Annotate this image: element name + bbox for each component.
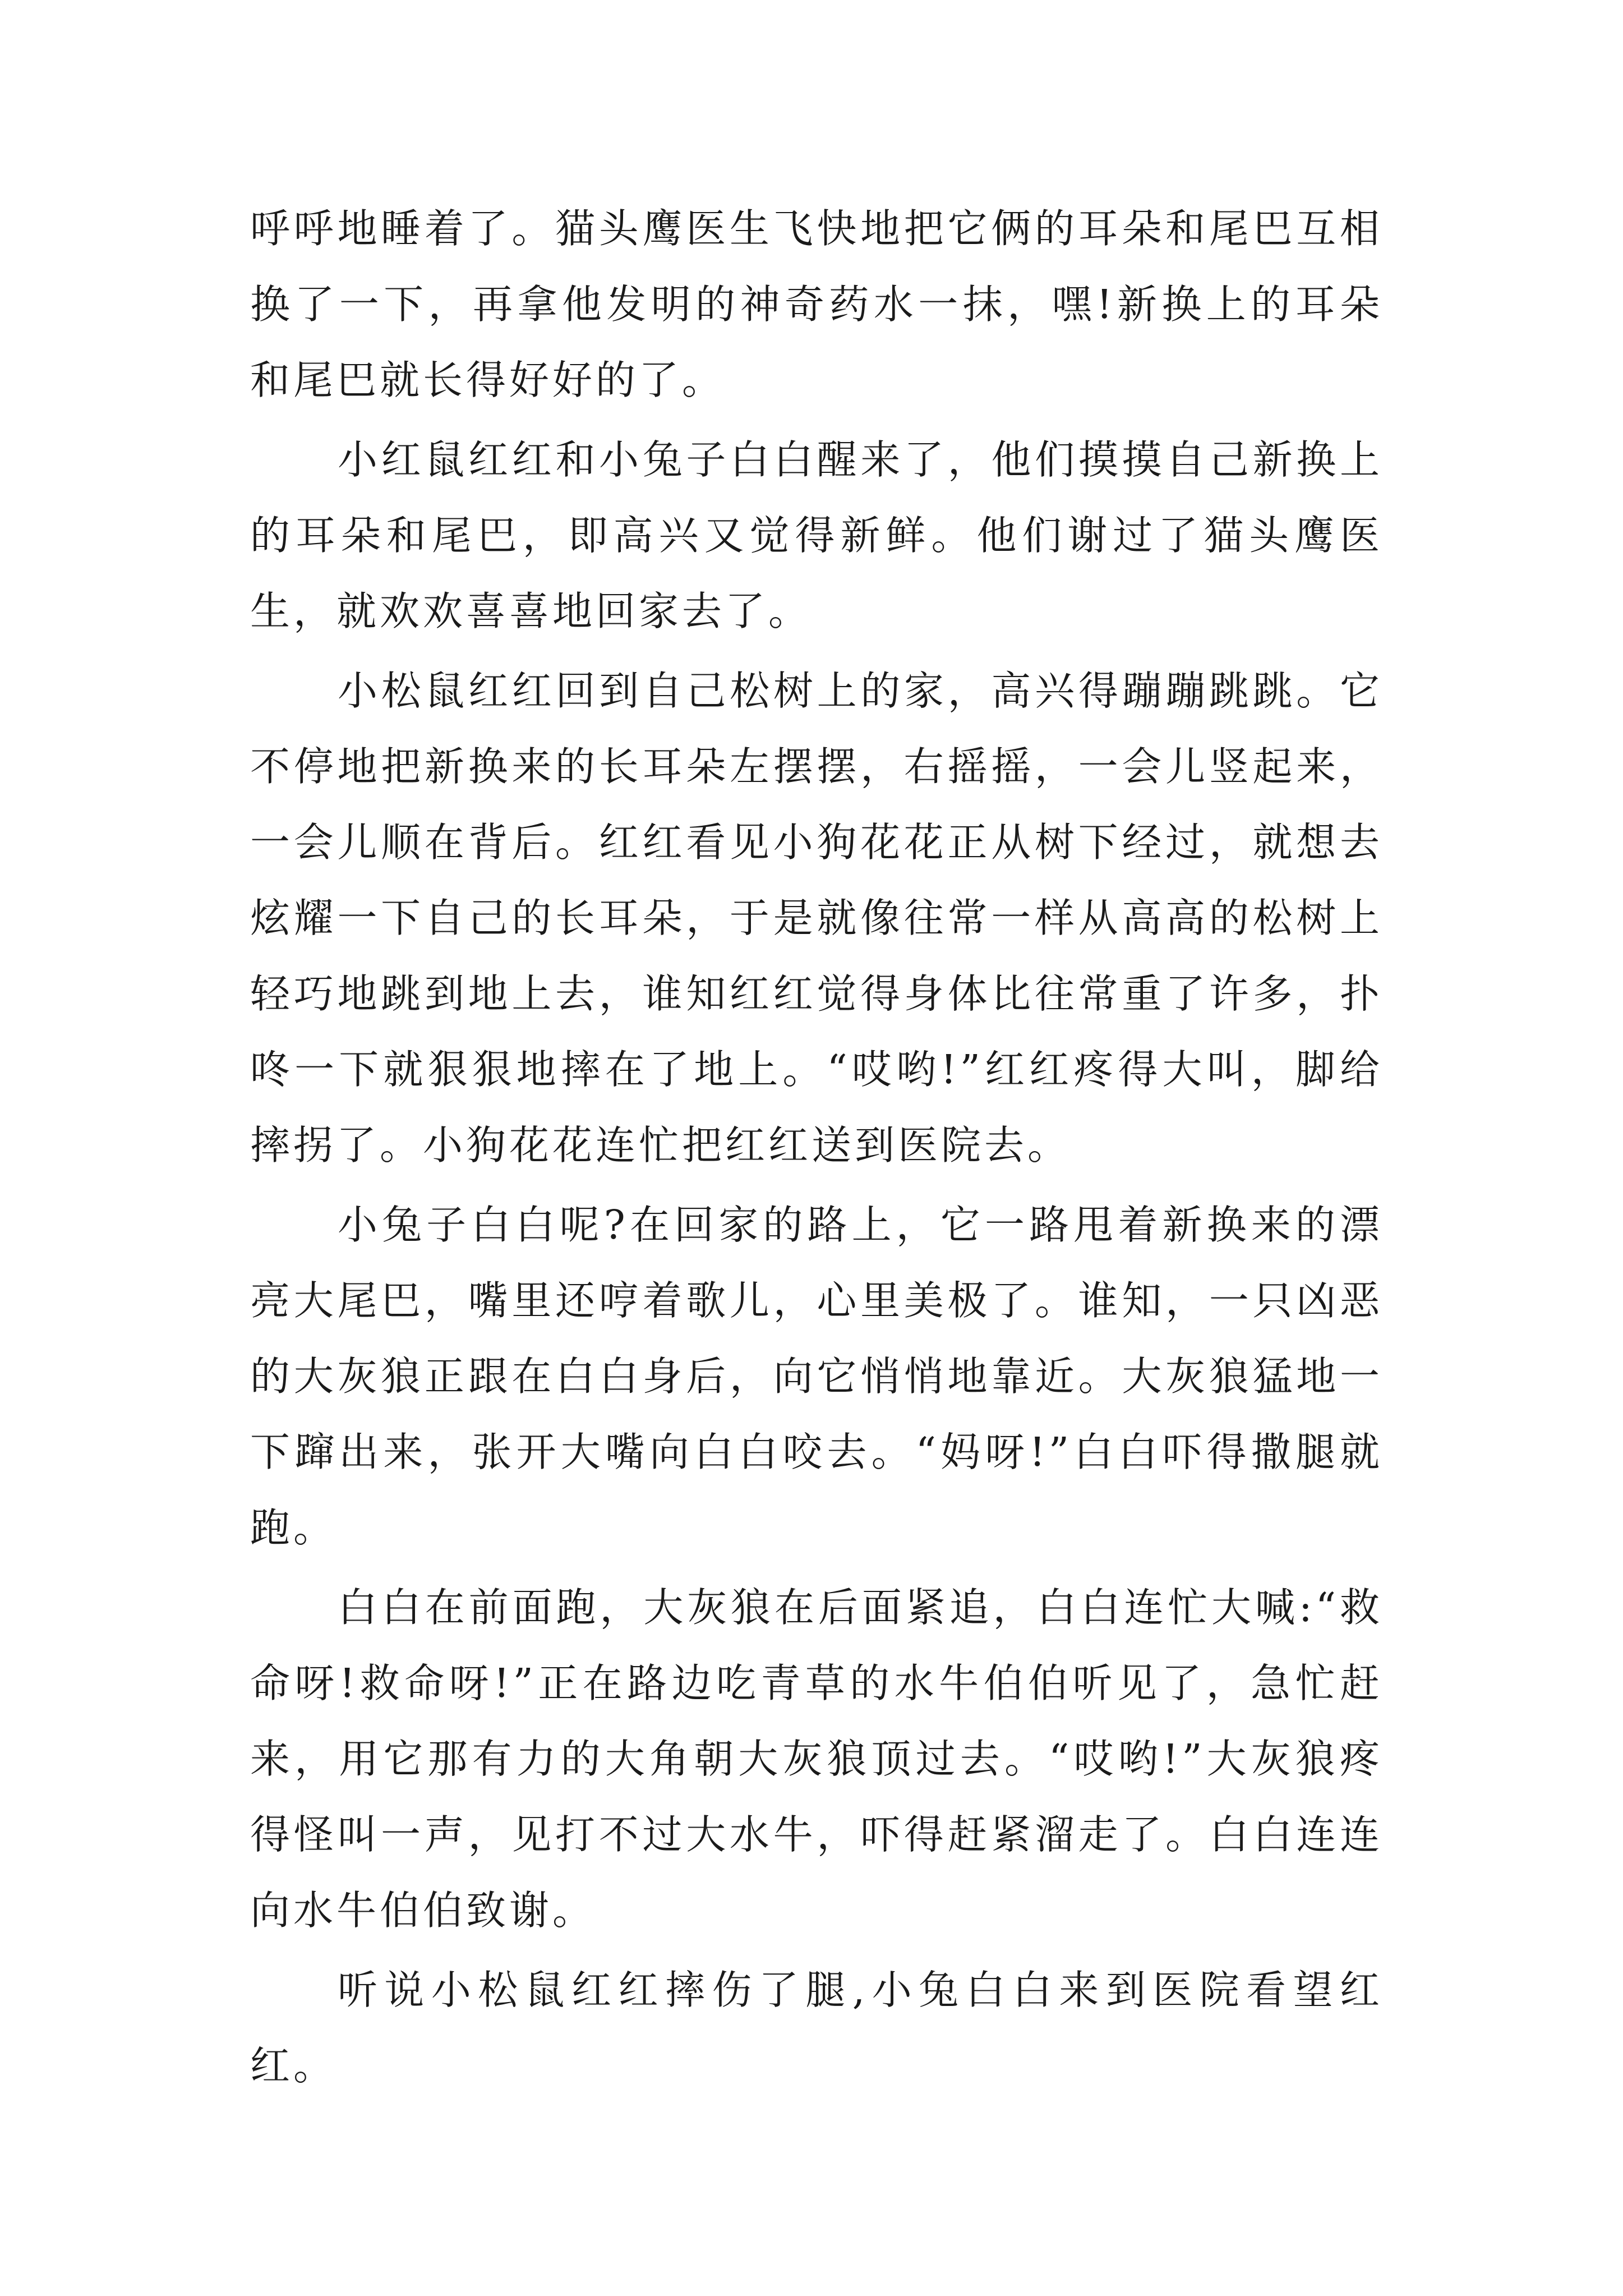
paragraph-1: 呼呼地睡着了。猫头鹰医生飞快地把它俩的耳朵和尾巴互相换了一下，再拿他发明的神奇药水一抹，嘿!新换上的耳朵和尾巴就长得好好的了。 (250, 205, 1383, 403)
paragraph-3: 小松鼠红红回到自己松树上的家，高兴得蹦蹦跳跳。它不停地把新换来的长耳朵左摆摆，右摇摇，一会儿竖起来，一会儿顺在背后。红红看见小狗花花正从树下经过，就想去炫耀一下自己的长耳朵，于是就像往常一样从高高的松树上轻巧地跳到地上去，谁知红红觉得身体比往常重了许多，扑咚一下就狠狠地摔在了地上。“哎哟!”红红疼得大叫，脚给摔拐了。小狗花花连忙把红红送到医院去。 (250, 668, 1383, 1168)
paragraph-6: 听说小松鼠红红摔伤了腿,小兔白白来到医院看望红红。 (250, 1967, 1383, 2089)
paragraph-4: 小兔子白白呢?在回家的路上，它一路甩着新换来的漂亮大尾巴，嘴里还哼着歌儿，心里美极了。谁知，一只凶恶的大灰狼正跟在白白身后，向它悄悄地靠近。大灰狼猛地一下蹿出来，张开大嘴向白白咬去。“妈呀!”白白吓得撒腿就跑。 (250, 1202, 1383, 1551)
paragraph-5: 白白在前面跑，大灰狼在后面紧追，白白连忙大喊:“救命呀!救命呀!”正在路边吃青草的水牛伯伯听见了，急忙赶来，用它那有力的大角朝大灰狼顶过去。“哎哟!”大灰狼疼得怪叫一声，见打不过大水牛，吓得赶紧溜走了。白白连连向水牛伯伯致谢。 (250, 1584, 1383, 1934)
paragraph-2: 小红鼠红红和小兔子白白醒来了，他们摸摸自己新换上的耳朵和尾巴，即高兴又觉得新鲜。他们谢过了猫头鹰医生，就欢欢喜喜地回家去了。 (250, 436, 1383, 634)
document-body (250, 191, 1383, 2104)
